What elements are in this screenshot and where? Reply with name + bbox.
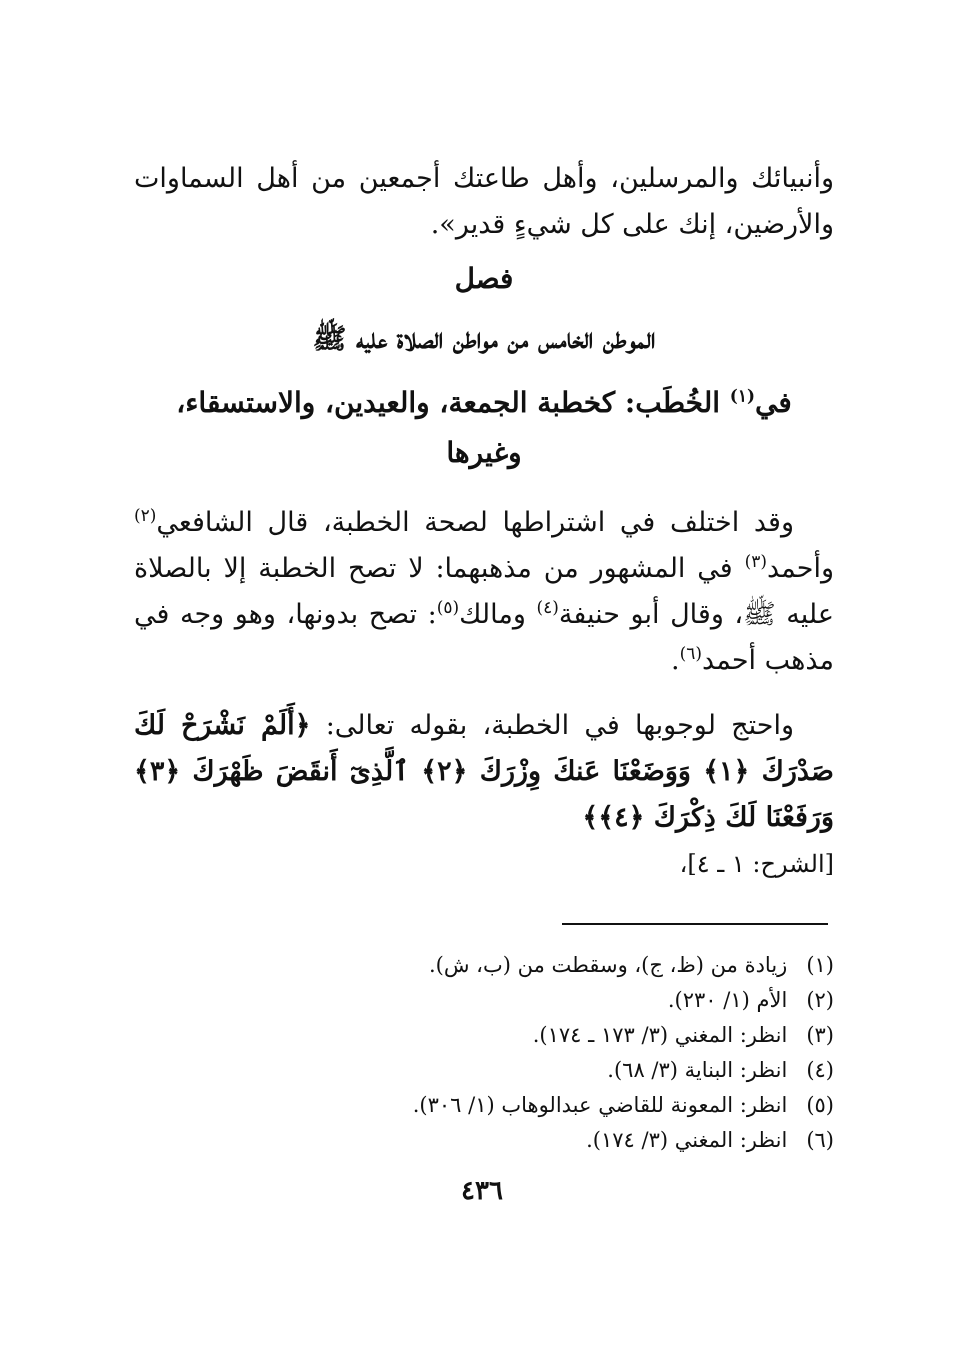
- footnote-number: (١): [806, 953, 834, 977]
- opening-paragraph: وأنبيائك والمرسلين، وأهل طاعتك أجمعين من أهل السماوات والأرضين، إنك على كل شيءٍ قدير».: [134, 163, 834, 240]
- footnote-number: (٤): [806, 1058, 834, 1082]
- footnote-ref-2: (٢): [134, 506, 157, 526]
- para1-text-2: وأحمد: [766, 553, 834, 584]
- footnote-text: انظر: المغني (٣/ ١٧٤).: [586, 1128, 788, 1152]
- khutab-rest: الخُطَب: كخطبة الجمعة، والعيدين، والاستسقاء، وغيرها: [176, 386, 721, 469]
- para1-text-4: ومالك: [459, 599, 526, 630]
- section-heading-fifth-place: الموطن الخامس من مواطن الصلاة عليه ﷺ: [312, 322, 656, 355]
- footnote-text: انظر: المغني (٣/ ١٧٣ ـ ١٧٤).: [532, 1023, 788, 1047]
- section-heading-sermons: [134, 378, 834, 478]
- footnote-ref-6: (٦): [679, 644, 703, 664]
- footnote-divider: [562, 923, 828, 925]
- page-number: ٤٣٦: [461, 1176, 503, 1206]
- footnote-ref-4: (٤): [536, 598, 559, 618]
- footnote-text: زيادة من (ظ، ج)، وسقطت من (ب، ش).: [429, 953, 788, 977]
- paragraph-evidence: [134, 703, 834, 887]
- paragraph-disagreement: [134, 500, 834, 684]
- footnote-number: (٥): [806, 1093, 834, 1117]
- footnote-number: (٢): [806, 988, 834, 1012]
- para1-text-3: في المشهور من مذهبهما: لا تصح الخطبة إلا بالصلاة عليه ﷺ، وقال أبو حنيفة: [134, 553, 834, 630]
- surah-reference: [الشرح: ١ ـ ٤]،: [679, 850, 834, 878]
- footnote-number: (٦): [806, 1128, 834, 1152]
- footnote-item: [134, 1053, 834, 1088]
- footnotes-list: [134, 948, 834, 1158]
- footnote-number: (٣): [806, 1023, 834, 1047]
- footnote-ref-1: (١): [729, 386, 756, 407]
- footnote-item: [134, 948, 834, 983]
- footnote-text: انظر: البناية (٣/ ٦٨).: [607, 1058, 788, 1082]
- footnote-item: [134, 1088, 834, 1123]
- footnote-ref-5: (٥): [436, 598, 460, 618]
- para2-intro: واحتج لوجوبها في الخطبة، بقوله تعالى:: [325, 710, 794, 741]
- para1-text-1: وقد اختلف في اشتراطها لصحة الخطبة، قال الشافعي: [156, 507, 794, 538]
- footnote-text: الأم (١/ ٢٣٠).: [667, 988, 788, 1012]
- quran-verse: ﴿أَلَمْ نَشْرَحْ لَكَ صَدْرَكَ ﴿١﴾ وَوَضَعْنَا عَنكَ وِزْرَكَ ﴿٢﴾ ٱلَّذِىٓ أَنقَضَ ظَهْرَكَ ﴿٣﴾ وَرَفَعْنَا لَكَ ذِكْرَكَ ﴿٤﴾﴾: [134, 710, 834, 833]
- footnote-item: [134, 1018, 834, 1053]
- section-heading-fasl: فصل: [454, 262, 514, 295]
- footnote-ref-3: (٣): [744, 552, 767, 572]
- para1-text-5: : تصح بدونها، وهو وجه في مذهب أحمد: [134, 599, 834, 676]
- khutab-prefix: في: [755, 386, 792, 419]
- para1-text-6: .: [671, 645, 680, 676]
- footnote-item: [134, 983, 834, 1018]
- footnote-item: [134, 1123, 834, 1158]
- footnote-text: انظر: المعونة للقاضي عبدالوهاب (١/ ٣٠٦).: [412, 1093, 788, 1117]
